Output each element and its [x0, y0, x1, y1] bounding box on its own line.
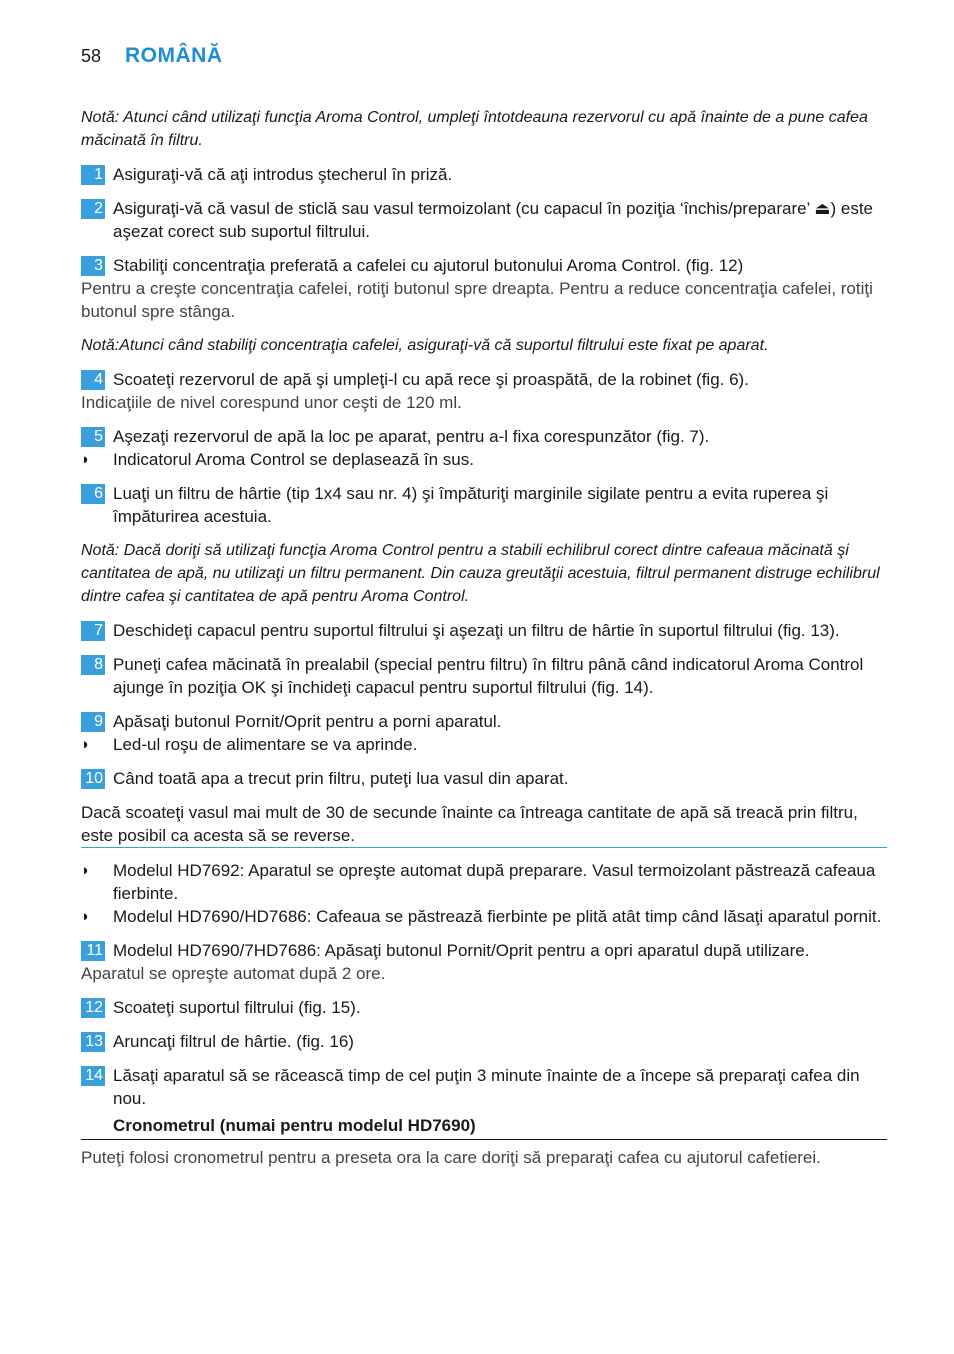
step-11: [81, 939, 887, 985]
bullet-item: [81, 448, 887, 471]
step-number: 10: [81, 769, 105, 789]
page-number: 58: [81, 46, 102, 66]
triangle-bullet-icon: ◗: [81, 736, 91, 753]
step-text: Aruncaţi filtrul de hârtie. (fig. 16): [113, 1032, 354, 1051]
step-number: 6: [81, 484, 105, 504]
triangle-bullet-icon: ◗: [81, 451, 91, 468]
section-heading: Cronometrul (numai pentru modelul HD7690): [81, 1114, 887, 1140]
step-number: 1: [81, 165, 105, 185]
step-text: Luaţi un filtru de hârtie (tip 1x4 sau nr. 4) şi împăturiţi marginile sigilate pentru a evita ruperea şi împăturirea acestuia.: [113, 484, 829, 526]
step-5: [81, 425, 887, 448]
step-note: Indicaţiile de nivel corespund unor ceşti de 120 ml.: [81, 393, 462, 412]
step-number: 8: [81, 655, 105, 675]
page-header: [81, 44, 223, 68]
step-text: Deschideţi capacul pentru suportul filtrului şi aşezaţi un filtru de hârtie în suportul filtrului (fig. 13).: [113, 621, 840, 640]
step-3: [81, 254, 887, 323]
section-paragraph: Puteţi folosi cronometrul pentru a preseta ora la care doriţi să preparaţi cafea cu ajutorul cafetierei.: [81, 1148, 821, 1167]
step-number: 5: [81, 427, 105, 447]
step-text: Aşezaţi rezervorul de apă la loc pe aparat, pentru a-l fixa corespunzător (fig. 7).: [113, 427, 710, 446]
step-2: [81, 197, 887, 243]
step-number: 9: [81, 712, 105, 732]
step-text: Apăsaţi butonul Pornit/Oprit pentru a porni aparatul.: [113, 712, 502, 731]
step-9: [81, 710, 887, 733]
bullet-item: [81, 905, 887, 928]
step-number: 3: [81, 256, 105, 276]
step-6: [81, 482, 887, 528]
step-number: 11: [81, 941, 105, 961]
step-10: [81, 767, 887, 790]
step-8: [81, 653, 887, 699]
step-note: Aparatul se opreşte automat după 2 ore.: [81, 964, 386, 983]
step-7: [81, 619, 887, 642]
step-4: [81, 368, 887, 414]
step-number: 2: [81, 199, 105, 219]
step-text: Când toată apa a trecut prin filtru, puteţi lua vasul din aparat.: [113, 769, 569, 788]
step-13: [81, 1030, 887, 1053]
step-number: 7: [81, 621, 105, 641]
step-12: [81, 996, 887, 1019]
note-aroma-control: Notă: Atunci când utilizaţi funcţia Aroma Control, umpleţi întotdeauna rezervorul cu apă înainte de a pune cafea măcinată în filtru.: [81, 109, 868, 149]
language-title: ROMÂNĂ: [125, 44, 223, 67]
step-number: 12: [81, 998, 105, 1018]
note-strength: Notă:Atunci când stabiliţi concentraţia cafelei, asiguraţi-vă că suportul filtrului este fixat pe aparat.: [81, 337, 769, 354]
bullet-item: [81, 733, 887, 756]
bullet-text: Modelul HD7690/HD7686: Cafeaua se păstrează fierbinte pe plită atât timp când lăsaţi aparatul pornit.: [113, 907, 882, 926]
step-text: Asiguraţi-vă că vasul de sticlă sau vasul termoizolant (cu capacul în poziţia ‘închis/preparare’ ⏏) este aşezat corect sub suportul filtrului.: [113, 199, 874, 241]
step-text: Stabiliţi concentraţia preferată a cafelei cu ajutorul butonului Aroma Control. (fig. 12): [113, 256, 744, 275]
step-14: [81, 1064, 887, 1110]
manual-content: [81, 106, 887, 1169]
bullet-text: Modelul HD7692: Aparatul se opreşte automat după preparare. Vasul termoizolant păstrează cafeaua fierbinte.: [113, 861, 876, 903]
step-1: [81, 163, 887, 186]
bullet-text: Led-ul roşu de alimentare se va aprinde.: [113, 735, 418, 754]
note-permanent-filter: Notă: Dacă doriţi să utilizaţi funcţia Aroma Control pentru a stabili echilibrul corect dintre cafeaua măcinată şi cantitatea de apă, nu utilizaţi un filtru permanent. Din cauza greutăţii acestuia, filtrul permanent distruge echilibrul dintre cafea şi cantitatea de apă pentru Aroma Control.: [81, 542, 880, 605]
step-number: 13: [81, 1032, 105, 1052]
step-text: Scoateţi suportul filtrului (fig. 15).: [113, 998, 361, 1017]
step-text: Modelul HD7690/7HD7686: Apăsaţi butonul Pornit/Oprit pentru a opri aparatul după utilizare.: [113, 941, 810, 960]
step-text: Scoateţi rezervorul de apă şi umpleţi-l cu apă rece şi proaspătă, de la robinet (fig. 6).: [113, 370, 749, 389]
bullet-text: Indicatorul Aroma Control se deplasează în sus.: [113, 450, 474, 469]
warning-text: Dacă scoateţi vasul mai mult de 30 de secunde înainte ca întreaga cantitate de apă să treacă prin filtru, este posibil ca acesta să se reverse.: [81, 801, 887, 848]
triangle-bullet-icon: ◗: [81, 908, 91, 925]
step-text: Puneţi cafea măcinată în prealabil (special pentru filtru) în filtru până când indicatorul Aroma Control ajunge în poziţia OK şi închideţi capacul pentru suportul filtrului (fig. 14).: [113, 655, 864, 697]
step-number: 14: [81, 1066, 105, 1086]
step-text: Lăsaţi aparatul să se răcească timp de cel puţin 3 minute înainte de a începe să preparaţi cafea din nou.: [113, 1066, 860, 1108]
step-number: 4: [81, 370, 105, 390]
triangle-bullet-icon: ◗: [81, 862, 91, 879]
bullet-item: [81, 859, 887, 905]
step-text: Asiguraţi-vă că aţi introdus ştecherul în priză.: [113, 165, 453, 184]
step-note: Pentru a creşte concentraţia cafelei, rotiţi butonul spre dreapta. Pentru a reduce concentraţia cafelei, rotiţi butonul spre stânga.: [81, 279, 873, 321]
